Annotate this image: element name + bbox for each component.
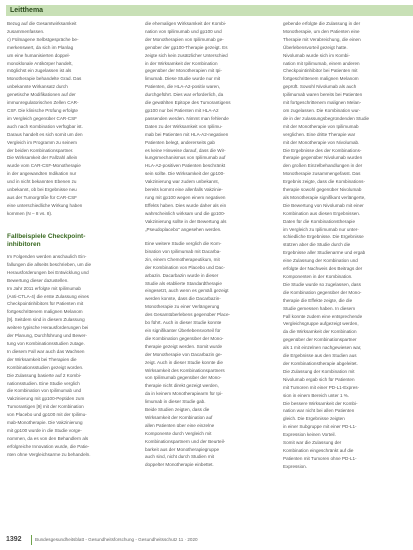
text-line: verglichen. Eine dritte Therapie war <box>283 131 356 137</box>
text-line: um eine humanisierten doppel- <box>7 52 71 58</box>
text-line: therapie die Effekte zeigte, die die <box>283 297 353 303</box>
text-line: [9]. Seitdem sind in diesem Zulassung <box>7 317 85 323</box>
text-line: da die Wirksamkeit der Kombination <box>283 329 357 335</box>
text-line: Tumorantigen [9] mit der Kombination <box>7 404 84 410</box>
text-line: Ergebnisse aller Studienarme und ergab <box>283 250 366 256</box>
text-line: CSF. Die klinische Prüfung erfolgte <box>7 107 78 113</box>
text-line: erfolgreiche Innovation wurde, die Patie- <box>7 443 90 449</box>
text-line: therapie gezeigt werden. Somit wurde <box>145 343 223 349</box>
text-line: stützen aber die Studie durch die <box>283 242 351 248</box>
text-line: fortgeschrittenem malignen Melanom <box>283 76 359 82</box>
text-line: auch nach Kombination verfügbar ist. <box>7 123 83 129</box>
text-line: Kombination aus diesen Ergebnissen. <box>283 210 361 216</box>
text-line: die gewählten Epitope des Tumorantigens <box>145 100 231 106</box>
text-line: therapie gegenüber Nivolumab wurden <box>283 155 363 161</box>
text-line: de in der zulassungsbegründenden Studie <box>283 115 370 121</box>
text-line: Checkpointinhibitors für Patienten mit <box>7 301 84 307</box>
text-line: wurde vom CAR-CSF-Monotherapie <box>7 163 81 169</box>
text-line: schiedliche Ergebnisse. Die Ergebnisse <box>283 234 364 240</box>
text-line: Herausforderungen bei Entwicklung und <box>7 269 89 275</box>
text-line: Die Zulassung der Kombination mit <box>283 368 355 374</box>
text-line: mit Tumoren mit einer PD-L1-Expres- <box>283 384 360 390</box>
text-line: In diesem Fall war auch das Wachsen <box>7 348 85 354</box>
text-line: werden konnte, dass die Dacarbazin- <box>145 296 221 302</box>
text-line: der Planung, Durchführung und Bewer- <box>7 333 87 339</box>
text-line: Vakzinierung sollte in der Bewertung als <box>145 218 227 224</box>
text-line: als 1 mit einzelnen nachgewiesen war, <box>283 345 362 351</box>
text-line: Die Ergebnisse des der Kombinations- <box>283 147 362 153</box>
text-line: Studie gemessen haben. In diesem <box>283 305 356 311</box>
text-line: zeigt. Auch in dieser Studie konnte die <box>145 359 223 365</box>
text-line: mit gp100 wurde in die Studie vorge- <box>7 427 82 433</box>
text-line: arbazin. Dacarbazin wurde in dieser <box>145 272 219 278</box>
text-line: Vergleich im Programm zu seinem <box>7 139 77 145</box>
text-line: immunregulatorischen Zellen CAR- <box>7 100 79 106</box>
page-number: 1392 <box>6 536 22 543</box>
section-label: Leitthema <box>10 7 44 14</box>
header-bar <box>6 5 413 16</box>
text-line: im Vergleich gegenüber CAR-CSF <box>7 115 77 121</box>
text-line: Therapie mit Verabreichung, die einen <box>283 36 361 42</box>
text-line: nommen, da es von den Behandlern als <box>7 435 89 441</box>
text-line: limumab in dieser Studie gab. <box>145 399 206 405</box>
text-line: nationsstudien. Eine Studie verglich <box>7 380 80 386</box>
text-line: als Monotherapie signifikant verlängerte, <box>283 194 366 200</box>
text-line: Die Studie wurde so zugelassen, dass <box>283 281 361 287</box>
text-line: Nivolumab ergab sich für Patienten <box>283 376 355 382</box>
text-line: gp100 nur bei Patienten mit HLA-A2 <box>145 107 219 113</box>
text-line: c) Fülmagene Selbstgespräche be- <box>7 36 79 42</box>
text-line: Daten für die Kombinationstherapie <box>283 218 356 224</box>
column-1-body <box>7 253 123 459</box>
text-line: tung von Kombinationsstudien zutage. <box>7 340 85 346</box>
text-line: Kombinationspartnern und der Beurteil- <box>145 438 226 444</box>
text-line: gebende erfolgte die Zulassung in der <box>283 21 361 26</box>
text-line: die Kombination gegenüber der Mono- <box>145 335 224 341</box>
text-line: mab bei Patienten mit HLA-A2-negativen <box>145 131 229 137</box>
text-line: Komponenten in der Kombination. <box>283 274 353 279</box>
text-line: Eine weitere Studie verglich die Kom- <box>145 241 222 246</box>
text-line: Vakzinierung war zudem unbekannt, <box>145 179 219 185</box>
text-line: eine unterschiedliche Wirkung haben <box>7 202 83 208</box>
text-line: barkeit aus der Monotherapiegruppe <box>145 446 220 452</box>
column-2-top <box>145 20 261 233</box>
text-line: therapie nicht direkt gezeigt werden, <box>145 383 219 389</box>
section-heading-line-2: inhibitoren <box>7 241 41 248</box>
text-line: limumab. Diese Studie wurde nur mit <box>145 76 221 82</box>
text-line: der Kombinationstherapie abgeleitet. <box>283 360 358 366</box>
text-line: der Kombination von Placebo und Dac- <box>145 264 225 270</box>
text-line: sion in einem Bereich unter 1 %. <box>283 392 350 398</box>
text-line: bereits kommt eine allenfalls Vakzinie- <box>145 187 223 193</box>
text-line: zusammenfassen. <box>7 28 45 34</box>
text-line: bination von Ipilimumab mit Dacarba- <box>145 248 221 254</box>
text-line: genetische Modifikationen auf der <box>7 92 76 98</box>
text-line: Patienten mit Tumoren ohne PD-L1- <box>283 455 357 461</box>
text-line: der beiden Kombinationspartner. <box>7 147 74 153</box>
column-2-bottom <box>145 240 261 469</box>
journal-name: Bundesgesundheitsblatt - Gesundheitsforschung - Gesundheitsschutz 11 · 2020 <box>35 537 198 542</box>
text-line: Im Jahr 2011 erfolgte mit Ipilimumab <box>7 285 81 291</box>
text-line: Komponente durch Vergleich mit <box>145 430 212 436</box>
text-line: den großen Einzelbehandlungen in der <box>283 163 363 169</box>
text-line: Im Folgenden werden anschaulich Ein- <box>7 254 87 259</box>
text-line: und in nicht bekannten Ebenen zu <box>7 179 77 185</box>
text-line: mit der Monotherapie von Nivolumab. <box>283 139 360 145</box>
text-line: monoklonale Antikörper handelt, <box>7 60 73 66</box>
text-line: mit der Monotherapie von Ipilimumab <box>283 123 359 129</box>
text-line: Studie als etablierte Standardtherapie <box>145 280 222 286</box>
text-line: die Kombination gegenüber der Mono- <box>283 289 362 295</box>
text-line: mit fortgeschrittenem malignen Melan- <box>283 100 362 106</box>
text-line: wahrscheinlich wirksam und die gp100- <box>145 210 226 216</box>
text-line: bo führt. Auch in dieser Studie konnte <box>145 320 222 326</box>
text-line: rung mit gp100 wegen einem negativen <box>145 194 226 200</box>
text-line: Beide Studien zeigten, dass die <box>145 407 210 413</box>
text-line: zeigte sich kein zusätzlicher Unterschied <box>145 52 228 58</box>
text-line: nation war nicht bei allen Patienten <box>283 408 355 414</box>
text-line: Patienten belegt, andererseits gab <box>145 139 215 145</box>
text-line: Wirksamkeit des Kombinationspartners <box>145 367 225 373</box>
text-line: HLA-A2-positiven Patienten beschränkt <box>145 163 226 169</box>
text-line: doppelter Monotherapie einbettet. <box>145 462 214 468</box>
text-line: der Monotherapien von Ipilimumab ge- <box>145 36 224 42</box>
text-line: gegenüber der Monotherapien mit Ipi- <box>145 68 222 74</box>
text-line: Expression keinen Vorteil. <box>283 432 336 438</box>
text-line: die Kombination von Ipilimumab und <box>7 388 82 394</box>
text-line: Monotherapie, um den Patienten eine <box>283 28 360 34</box>
section-heading-line-1: Fallbeispiele Checkpoint- <box>7 233 86 240</box>
text-line: (Anti-CTLA-4) die erste Zulassung eines <box>7 293 89 299</box>
text-line: zin, einem Chemotherapeutikum, mit <box>145 256 220 262</box>
text-line: Bewertung dieser dazustellen. <box>7 277 69 283</box>
text-line: allen Patienten über eine einzelne <box>145 422 215 428</box>
text-line: eine Zulassung der Kombination und <box>283 258 358 264</box>
text-line: von Ipilimumab gegenüber der Mono- <box>145 375 222 381</box>
text-line: Ipilimumab waren bereits bei Patienten <box>283 92 363 98</box>
text-line: Ergebnis zeigte, dass die Kombinations- <box>283 179 365 185</box>
text-line: nation von Ipilimumab und gp100 und <box>145 28 222 34</box>
text-line: auch sind, nicht durch Studien mit <box>145 454 214 460</box>
text-line: von Placebo und gp100 mit der Ipilimu- <box>7 412 87 418</box>
text-line: in der angewandten Indikation nur <box>7 171 77 177</box>
text-line: merkenswert, da sich im Planlag <box>7 44 74 50</box>
text-line: nten ohne Vergleichsarme zu behandeln. <box>7 451 91 457</box>
text-line: Monotherapie behandelte Grad. Das <box>7 76 82 82</box>
text-line: genüber der gp100-Therapie gezeigt. Es <box>145 44 228 50</box>
text-line: unbekannte Wirkansatz durch <box>7 84 68 90</box>
text-line: da in keinem Monotherapiearm für Ipi- <box>145 391 223 397</box>
text-line: durchgeführt. Dies war erforderlich, da <box>145 92 224 98</box>
text-line: kommen (N – 8 vs. 8). <box>7 210 53 216</box>
text-line: geprüft. Sowohl Nivolumab als auch <box>283 84 357 90</box>
text-line: kungsmechanismus von Ipilimumab auf <box>145 155 226 161</box>
text-line: Kombinationsstudien gezeigt worden. <box>7 364 84 370</box>
text-line: im Vergleich zu Ipilimumab nur unter- <box>283 226 359 232</box>
text-line: Effekts haben. Dies wurde daher als ein <box>145 202 227 208</box>
text-line: fallungen die allseits beschrieben, um die <box>7 261 92 267</box>
text-line: Wirksamkeit der Kombination auf <box>145 414 213 420</box>
text-line: der Wirksamkeit bei Therapien die <box>7 356 77 362</box>
text-line: es keine Hinweise darauf, dass die Wir- <box>145 147 226 153</box>
text-line: der Monotherapie von Dacarbazin ge- <box>145 351 223 357</box>
text-line: gegenüber der Kombinationspartner <box>283 337 357 343</box>
text-line: Die Wirksamkeit der Fallzahl allein <box>7 155 78 161</box>
text-line: Somit war die Zulassung der <box>283 440 342 446</box>
text-line: erfolgte der Nachweis des Beitrags der <box>283 266 363 272</box>
text-line: passenden werden. Nimmt man fehlende <box>145 115 229 121</box>
text-line: „Pseudoplacebo" angesehen werden. <box>145 226 222 232</box>
text-line: Monotherapie zusammengefasst. Das <box>283 171 361 177</box>
text-line: nation mit Ipilimumab, einem anderen <box>283 60 360 66</box>
text-line: Expression. <box>283 463 308 469</box>
text-line: des Gesamtüberlebens gegenüber Place- <box>145 312 231 318</box>
text-line: weitere typische Herausforderungen bei <box>7 325 89 331</box>
text-line: fortgeschrittenem malignen Melanom <box>7 309 83 315</box>
text-line: Daten zu der Wirksamkeit von Ipilimu- <box>145 123 223 129</box>
text-line: sein sollte. Die Wirksamkeit der gp100- <box>145 171 225 177</box>
text-line: mab-Monotherapie. Die Vakzinierung <box>7 420 83 426</box>
text-line: Daraus handelt es sich somit um den <box>7 131 83 137</box>
text-line: eingesetzt, auch wenn es gemäß gezeigt <box>145 288 229 294</box>
text-line: therapie sowohl gegenüber Nivolumab <box>283 187 362 193</box>
text-line: Vakzinierung mit gp100-Peptiden zum <box>7 396 85 402</box>
text-line: die Ergebnisse aus den Studien aus <box>283 353 357 359</box>
column-3 <box>283 20 399 471</box>
text-line: Checkpointinhibitor bei Patienten mit <box>283 68 358 74</box>
text-line: Die Zulassung basierte auf 2 Kombi- <box>7 372 82 378</box>
text-line: Bezug auf die Gesamtwirksamkeit <box>7 21 77 26</box>
text-line: in einer Subgruppe mit einer PD-L1- <box>283 424 357 430</box>
text-line: Monotherapie zu einer Verlängerung <box>145 304 220 310</box>
text-line: ein signifikanter Überlebensvorteil für <box>145 327 221 333</box>
text-line: Die bessere Wirksamkeit der Kombi- <box>283 400 358 406</box>
text-line: möglichst ein zugelassen ist als <box>7 68 72 74</box>
text-line: in der Wirksamkeit der Kombination <box>145 60 218 66</box>
text-line: Nivolumab wurde sich im Kombi- <box>283 52 350 58</box>
column-1-intro <box>7 20 123 218</box>
text-line: Kombination eingeschränkt auf die <box>283 447 354 453</box>
text-line: unbekannt, ob bei Ergebnisse neu <box>7 187 77 193</box>
text-line: Vergleichsgruppe aufgezeigt werden, <box>283 321 359 327</box>
text-line: Fall konnte zudem eine entsprechende <box>283 313 363 319</box>
text-line: Die Bewertung von Nivolumab mit einer <box>283 202 364 208</box>
text-line: om zugelassen. Die Kombination wur- <box>283 107 361 113</box>
text-line: die ehemaligen Wirksamkeit der Kombi- <box>145 21 227 26</box>
text-line: Überlebensvorteil gezeigt hatte. <box>283 44 348 50</box>
footer-divider <box>31 535 32 545</box>
text-line: gleich. Die Ergebnisse zeigten <box>283 416 345 422</box>
text-line: Patienten, die HLA-A2-positiv waren, <box>145 84 221 90</box>
text-line: aus der Tumorgröße für CAR-CSF <box>7 194 77 200</box>
